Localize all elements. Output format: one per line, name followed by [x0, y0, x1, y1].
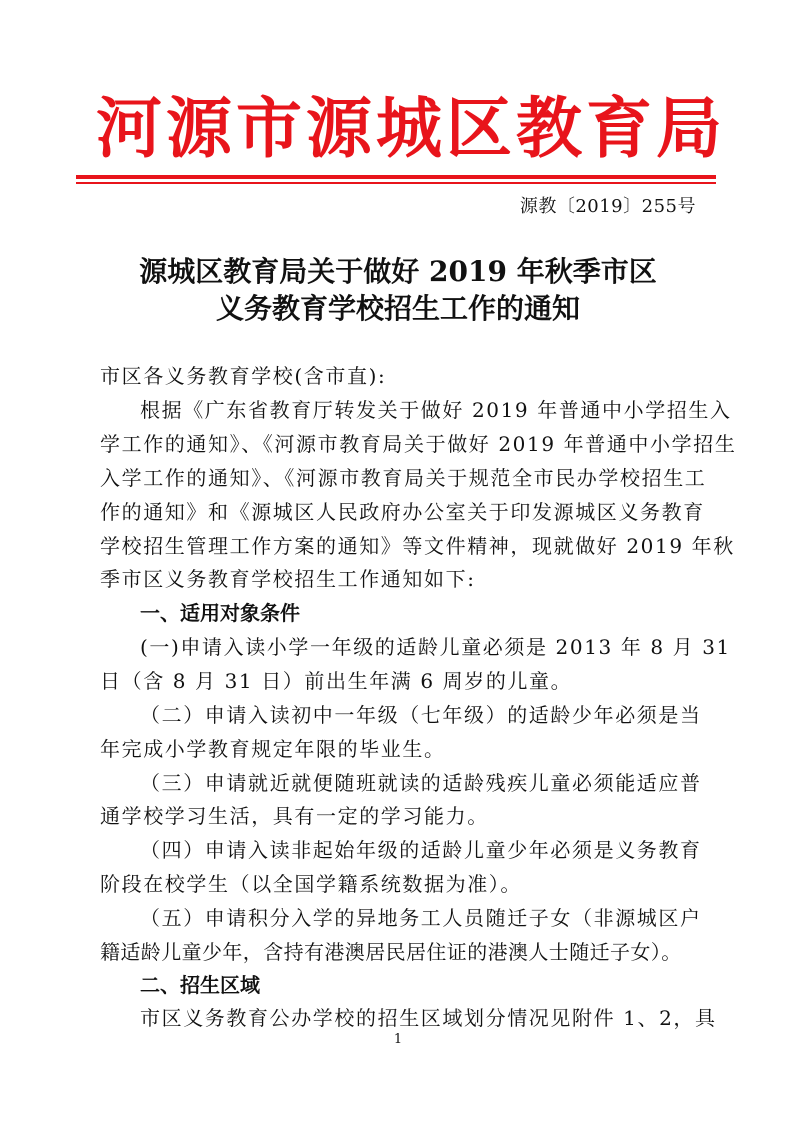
letterhead-rule-thin	[76, 182, 716, 184]
section-1-item-2-line-2: 年完成小学教育规定年限的毕业生。	[100, 737, 446, 761]
section-1-item-5-line-2: 籍适龄儿童少年，含持有港澳居民居住证的港澳人士随迁子女）。	[100, 940, 682, 964]
section-1-heading: 一、适用对象条件	[140, 601, 300, 625]
section-2-heading: 二、招生区域	[140, 973, 260, 997]
document-number: 源教〔2019〕255号	[519, 196, 696, 217]
section-1-item-1-line-1: (一)申请入读小学一年级的适龄儿童必须是 2013 年 8 月 31	[140, 635, 731, 659]
intro-line-2: 学工作的通知》、《河源市教育局关于做好 2019 年普通中小学招生	[100, 432, 737, 456]
section-2-line-1: 市区义务教育公办学校的招生区域划分情况见附件 1、2，具	[140, 1006, 717, 1030]
document-title-line-2: 义务教育学校招生工作的通知	[215, 292, 580, 325]
letterhead-title: 河源市源城区教育局	[96, 89, 726, 167]
intro-line-6: 季市区义务教育学校招生工作通知如下:	[100, 567, 476, 591]
section-1-item-4-line-1: （四）申请入读非起始年级的适龄儿童少年必须是义务教育	[140, 838, 702, 862]
section-1-item-2-line-1: （二）申请入读初中一年级（七年级）的适龄少年必须是当	[140, 703, 702, 727]
recipient-line: 市区各义务教育学校(含市直):	[100, 364, 387, 388]
intro-line-4: 作的通知》和《源城区人民政府办公室关于印发源城区义务教育	[100, 500, 705, 524]
section-1-item-3-line-2: 通学校学习生活，具有一定的学习能力。	[100, 804, 489, 828]
page-number: 1	[393, 1032, 403, 1047]
section-1-item-5-line-1: （五）申请积分入学的异地务工人员随迁子女（非源城区户	[140, 906, 702, 930]
section-1-item-1-line-2: 日（含 8 月 31 日）前出生年满 6 周岁的儿童。	[100, 669, 573, 693]
document-title-line-1: 源城区教育局关于做好 2019 年秋季市区	[139, 255, 657, 288]
section-1-item-3-line-1: （三）申请就近就便随班就读的适龄残疾儿童必须能适应普	[140, 771, 702, 795]
intro-line-1: 根据《广东省教育厅转发关于做好 2019 年普通中小学招生入	[140, 398, 732, 422]
intro-line-3: 入学工作的通知》、《河源市教育局关于规范全市民办学校招生工	[100, 466, 707, 490]
section-1-item-4-line-2: 阶段在校学生（以全国学籍系统数据为准）。	[100, 872, 522, 896]
intro-line-5: 学校招生管理工作方案的通知》等文件精神，现就做好 2019 年秋	[100, 534, 735, 558]
letterhead-rule-thick	[76, 175, 716, 179]
